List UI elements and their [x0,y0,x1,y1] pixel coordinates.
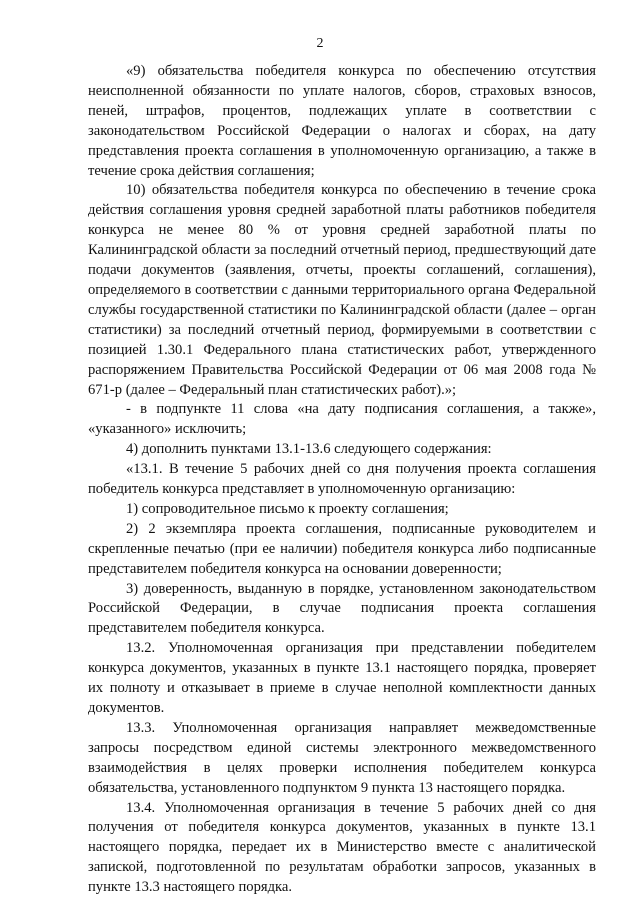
paragraph-point-13-3: 13.3. Уполномоченная организация направляет межведомственные запросы посредством единой системы электронного межведомственного взаимодействия в целях проверки исполнения победителем конкурса обязательства, установленного подпунктом 9 пункта 13 настоящего порядка. [88,719,596,796]
paragraph-point-13-1-item-1: 1) сопроводительное письмо к проекту соглашения; [126,500,449,517]
paragraph-item-10-salary-obligations: 10) обязательства победителя конкурса по обеспечению в течение срока действия соглашения уровня средней заработной платы работников победителя конкурса не менее 80 % от уровня средней заработной платы по Калининградской области за последний отчетный период, предшествующий дате подачи документов (заявления, отчеты, проекты соглашений, соглашения), определяемого в соответствии с данными территориального органа Федеральной службы государственной статистики по Калининградской области (далее – орган статистики) за последний отчетный период, формируемыми в соответствии с позицией 1.30.1 Федерального плана статистических работ, утвержденного распоряжением Правительства Российской Федерации от 06 мая 2008 года № 671-р (далее – Федеральный план статистических работ).»; [88,182,596,398]
paragraph-point-13-1-item-3: 3) доверенность, выданную в порядке, установленном законодательством Российской Федерации, в случае подписания проекта соглашения представителем победителя конкурса. [88,580,596,637]
paragraph-point-13-4: 13.4. Уполномоченная организация в течение 5 рабочих дней со дня получения от победителя конкурса документов, указанных в пункте 13.1 настоящего порядка, передает их в Министерство вместе с аналитической запиской, подготовленной по результатам обработки запросов, указанных в пункте 13.3 настоящего порядка. [88,799,596,896]
paragraph-subitem-11-amendment: - в подпункте 11 слова «на дату подписания соглашения, а также», «указанного» исключить; [88,401,596,438]
paragraph-point-13-1-item-2: 2) 2 экземпляра проекта соглашения, подписанные руководителем и скрепленные печатью (при ее наличии) победителя конкурса либо подписанные представителем победителя конкурса на основании доверенности; [88,520,596,577]
paragraph-add-points-13-1-13-6: 4) дополнить пунктами 13.1-13.6 следующего содержания: [126,441,492,458]
document-body [88,62,596,898]
page-number: 2 [316,36,324,51]
paragraph-item-9-tax-obligations: «9) обязательства победителя конкурса по обеспечению отсутствия неисполненной обязанности по уплате налогов, сборов, страховых взносов, пеней, штрафов, процентов, подлежащих уплате в соответствии с законодательством Российской Федерации о налогах и сборах, на дату представления проекта соглашения в уполномоченную организацию, а также в течение срока действия соглашения; [88,63,596,179]
paragraph-point-13-1: «13.1. В течение 5 рабочих дней со дня получения проекта соглашения победитель конкурса представляет в уполномоченную организацию: [88,461,596,498]
paragraph-point-13-2: 13.2. Уполномоченная организация при представлении победителем конкурса документов, указанных в пункте 13.1 настоящего порядка, проверяет их полноту и отказывает в приеме в случае неполной комплектности данных документов. [88,640,596,716]
